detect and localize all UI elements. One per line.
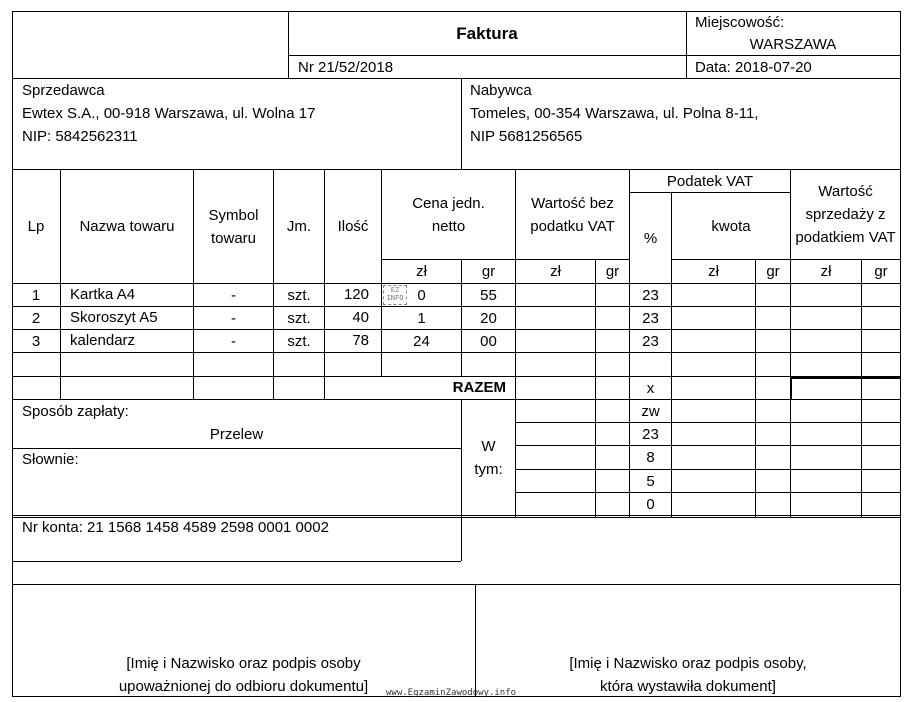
invoice-number: Nr 21/52/2018 bbox=[298, 59, 394, 76]
total-label: RAZEM bbox=[452, 379, 506, 396]
breakdown-rate: 5 bbox=[646, 472, 655, 490]
line bbox=[12, 561, 461, 562]
header-price: Cena jedn. netto bbox=[412, 194, 485, 235]
line bbox=[515, 445, 901, 446]
seller-label: Sprzedawca bbox=[22, 82, 105, 99]
line bbox=[288, 55, 900, 56]
breakdown-label: W bbox=[481, 438, 496, 455]
breakdown-rate: 8 bbox=[646, 449, 655, 466]
line bbox=[515, 469, 901, 470]
header-lp: Lp bbox=[27, 218, 45, 235]
breakdown-rate: zw bbox=[641, 402, 660, 420]
header-name: Nazwa towaru bbox=[79, 218, 175, 235]
row-unit: szt. bbox=[287, 286, 311, 304]
line bbox=[12, 517, 901, 518]
line bbox=[288, 11, 289, 78]
stamp-icon: EZ INFO bbox=[383, 285, 407, 305]
row-name: Kartka A4 bbox=[70, 286, 136, 303]
header-net-zl: zł bbox=[550, 263, 561, 280]
row-vat-pct: 23 bbox=[642, 332, 659, 350]
bank-account: Nr konta: 21 1568 1458 4589 2598 0001 0002 bbox=[22, 519, 329, 536]
header-unit: Jm. bbox=[286, 218, 312, 235]
header-vat-gr: gr bbox=[766, 263, 780, 280]
payment-value: Przelew bbox=[209, 426, 264, 443]
border-left bbox=[12, 11, 13, 697]
row-qty: 120 bbox=[343, 286, 369, 303]
buyer-address: Tomeles, 00-354 Warszawa, ul. Polna 8-11, bbox=[470, 105, 759, 122]
breakdown-label: tym: bbox=[474, 461, 503, 478]
watermark: www.EgzaminZawodowy.info bbox=[386, 688, 517, 698]
breakdown-rate: 23 bbox=[642, 425, 659, 443]
seller-nip: NIP: 5842562311 bbox=[22, 128, 138, 145]
row-price-zl: 1 bbox=[417, 309, 426, 327]
header-gross: Wartość sprzedaży z podatkiem VAT bbox=[795, 183, 896, 246]
line bbox=[12, 448, 461, 449]
seller-address: Ewtex S.A., 00-918 Warszawa, ul. Wolna 17 bbox=[22, 105, 316, 122]
row-price-gr: 55 bbox=[480, 286, 497, 304]
header-qty: Ilość bbox=[337, 218, 369, 235]
line bbox=[461, 399, 462, 518]
invoice-date: Data: 2018-07-20 bbox=[695, 59, 812, 76]
place-label: Miejscowość: bbox=[695, 14, 785, 31]
line bbox=[12, 515, 901, 516]
header-vat-amount: kwota bbox=[711, 217, 751, 235]
line bbox=[12, 399, 901, 400]
signature-receiver: upoważnionej do odbioru dokumentu] bbox=[118, 678, 369, 695]
place-value: WARSZAWA bbox=[749, 36, 837, 53]
row-price-gr: 00 bbox=[480, 332, 497, 350]
line bbox=[461, 78, 462, 169]
row-lp: 3 bbox=[31, 332, 41, 350]
row-price-gr: 20 bbox=[480, 309, 497, 327]
row-symbol: - bbox=[231, 286, 236, 304]
signature-issuer: [Imię i Nazwisko oraz podpis osoby, bbox=[569, 655, 807, 672]
row-price-zl: 0 bbox=[417, 286, 426, 304]
total-vat: x bbox=[646, 379, 655, 397]
line bbox=[595, 259, 596, 518]
row-qty: 40 bbox=[352, 309, 369, 326]
border-top bbox=[12, 11, 901, 12]
row-name: kalendarz bbox=[70, 332, 136, 349]
row-symbol: - bbox=[231, 332, 236, 350]
border-right bbox=[900, 11, 901, 697]
row-vat-pct: 23 bbox=[642, 286, 659, 304]
row-vat-pct: 23 bbox=[642, 309, 659, 327]
row-price-zl: 24 bbox=[413, 332, 430, 350]
header-gross-gr: gr bbox=[874, 263, 888, 280]
header-price-zl: zł bbox=[416, 263, 427, 280]
line bbox=[12, 78, 901, 79]
line bbox=[755, 259, 756, 518]
buyer-label: Nabywca bbox=[470, 82, 532, 99]
header-symbol: Symbol towaru bbox=[208, 206, 259, 247]
line bbox=[790, 377, 901, 379]
line bbox=[515, 492, 901, 493]
line bbox=[515, 422, 901, 423]
signature-receiver: [Imię i Nazwisko oraz podpis osoby bbox=[126, 655, 361, 672]
row-lp: 2 bbox=[31, 309, 41, 327]
signature-issuer: która wystawiła dokument] bbox=[600, 678, 776, 695]
header-vat-zl: zł bbox=[708, 263, 719, 280]
header-vat-pct: % bbox=[643, 229, 658, 247]
row-lp: 1 bbox=[31, 286, 41, 304]
amount-in-words-label: Słownie: bbox=[22, 451, 79, 468]
line bbox=[12, 352, 901, 353]
header-vat: Podatek VAT bbox=[666, 172, 754, 190]
line bbox=[12, 584, 901, 585]
payment-label: Sposób zapłaty: bbox=[22, 403, 129, 420]
header-net-gr: gr bbox=[605, 263, 620, 280]
header-price-gr: gr bbox=[481, 263, 496, 280]
line bbox=[461, 517, 462, 561]
row-unit: szt. bbox=[287, 309, 311, 327]
line bbox=[12, 376, 901, 377]
row-symbol: - bbox=[231, 309, 236, 327]
line bbox=[790, 376, 792, 399]
row-unit: szt. bbox=[287, 332, 311, 350]
invoice-title: Faktura bbox=[456, 24, 518, 43]
row-name: Skoroszyt A5 bbox=[70, 309, 158, 326]
header-gross-zl: zł bbox=[820, 263, 832, 280]
header-net: Wartość bez podatku VAT bbox=[530, 194, 615, 235]
breakdown-rate: 0 bbox=[646, 495, 655, 513]
line bbox=[861, 259, 862, 518]
buyer-nip: NIP 5681256565 bbox=[470, 128, 583, 145]
row-qty: 78 bbox=[352, 332, 369, 349]
